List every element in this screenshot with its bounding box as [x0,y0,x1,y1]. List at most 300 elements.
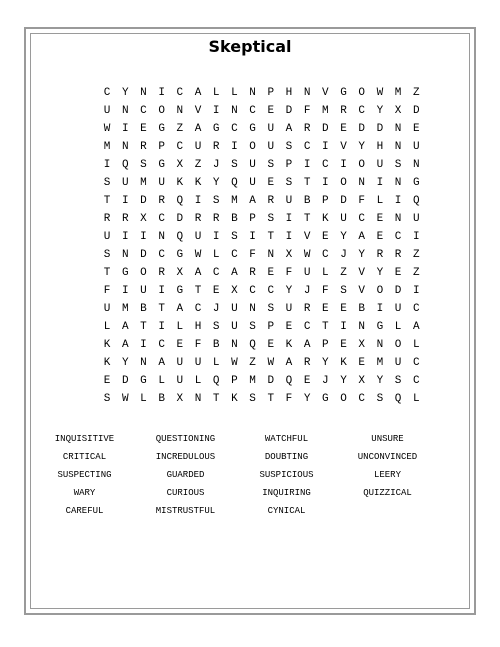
grid-letter: F [103,285,111,297]
grid-letter: L [322,267,329,279]
grid-letter: J [322,375,329,387]
grid-letter: Y [376,375,384,387]
grid-letter: A [194,267,202,279]
grid-letter: E [394,267,402,279]
grid-letter: T [267,231,275,243]
grid-letter: C [158,339,165,351]
grid-letter: F [285,267,293,279]
grid-letter: P [231,375,238,387]
grid-letter: T [322,321,329,333]
grid-letter: I [322,177,329,189]
grid-letter: E [340,123,347,135]
grid-letter: U [267,141,275,153]
grid-letter: P [158,141,165,153]
grid-letter: S [212,321,220,333]
grid-letter: Y [212,177,220,189]
grid-letter: X [285,249,293,261]
word-list-row [34,430,438,448]
grid-letter: W [194,249,202,261]
grid-letter: I [212,231,220,243]
grid-letter: P [267,321,275,333]
grid-letter: I [394,195,402,207]
grid-row [98,354,425,372]
grid-letter: S [231,231,238,243]
grid-letter: U [267,123,275,135]
grid-letter: B [358,303,366,315]
grid-letter: U [103,231,111,243]
grid-letter: R [394,249,402,261]
grid-letter: S [394,375,402,387]
grid-letter: U [394,303,402,315]
grid-letter: E [267,267,275,279]
grid-letter: I [376,303,384,315]
grid-letter: R [267,195,275,207]
grid-letter: U [140,285,147,297]
word-list-item: SUSPECTING [57,470,112,480]
grid-letter: T [194,285,202,297]
grid-letter: K [103,357,111,369]
grid-letter: D [340,195,347,207]
grid-letter: G [176,285,184,297]
grid-letter: J [212,159,220,171]
grid-letter: X [140,213,147,225]
grid-letter: I [121,123,129,135]
grid-letter: T [158,303,165,315]
grid-letter: Y [303,393,311,405]
grid-letter: O [376,285,384,297]
grid-letter: S [340,285,347,297]
grid-letter: R [212,213,220,225]
grid-letter: Z [412,267,420,279]
grid-letter: E [176,339,184,351]
grid-letter: I [194,195,202,207]
grid-letter: X [358,339,366,351]
grid-letter: I [303,159,311,171]
grid-letter: U [303,267,311,279]
grid-letter: C [103,87,111,99]
grid-letter: Y [322,357,329,369]
grid-letter: C [158,213,165,225]
grid-letter: C [358,393,366,405]
grid-letter: N [231,339,238,351]
grid-letter: C [322,249,329,261]
grid-letter: E [322,303,329,315]
grid-letter: E [303,375,311,387]
grid-row [98,336,425,354]
grid-letter: Y [376,105,384,117]
grid-letter: G [176,249,184,261]
grid-letter: A [412,321,420,333]
grid-letter: C [176,141,184,153]
letter-grid [98,84,425,408]
grid-letter: P [249,213,256,225]
grid-letter: S [103,249,111,261]
grid-letter: I [231,141,238,153]
grid-letter: I [121,195,129,207]
grid-letter: D [140,249,147,261]
grid-letter: U [103,105,111,117]
grid-letter: I [285,213,293,225]
grid-letter: H [194,321,202,333]
grid-letter: N [394,123,402,135]
grid-letter: S [249,321,256,333]
grid-letter: D [140,195,147,207]
grid-letter: M [121,303,129,315]
grid-letter: G [212,123,220,135]
grid-row [98,300,425,318]
grid-letter: R [212,141,220,153]
grid-letter: L [140,393,147,405]
grid-letter: P [285,159,293,171]
grid-letter: O [394,339,402,351]
grid-letter: F [322,285,329,297]
grid-letter: Q [231,177,238,189]
grid-letter: I [322,141,329,153]
grid-letter: U [376,159,384,171]
grid-row [98,390,425,408]
grid-letter: F [194,339,202,351]
grid-letter: N [249,303,256,315]
grid-letter: R [158,267,165,279]
grid-letter: E [340,339,347,351]
grid-letter: Y [121,87,129,99]
grid-letter: C [249,285,256,297]
grid-letter: D [376,123,384,135]
grid-letter: N [121,249,129,261]
grid-letter: U [176,375,184,387]
grid-letter: C [412,303,420,315]
grid-letter: W [103,123,111,135]
grid-letter: R [376,249,384,261]
grid-letter: G [158,159,165,171]
grid-letter: N [140,87,147,99]
grid-letter: N [140,357,147,369]
word-list-item: INCREDULOUS [155,452,216,462]
word-list-row [34,466,438,484]
grid-letter: I [249,231,256,243]
grid-letter: V [340,141,347,153]
word-list-item: MISTRUSTFUL [155,506,216,516]
grid-row [98,318,425,336]
word-list-row [34,448,438,466]
grid-letter: H [376,141,384,153]
grid-letter: M [322,105,329,117]
grid-letter: L [158,375,165,387]
grid-letter: X [176,393,184,405]
grid-letter: I [412,285,420,297]
grid-letter: Q [121,159,129,171]
grid-letter: G [140,375,147,387]
grid-letter: K [176,177,184,189]
grid-row [98,210,425,228]
grid-letter: N [394,213,402,225]
grid-letter: E [376,213,384,225]
grid-letter: K [340,357,347,369]
grid-letter: C [412,357,420,369]
word-list-item: WATCHFUL [264,434,309,444]
grid-letter: Z [412,249,420,261]
grid-letter: T [303,213,311,225]
grid-letter: L [412,339,420,351]
grid-letter: N [176,105,184,117]
grid-letter: O [140,267,147,279]
word-list-item: WARY [73,488,96,498]
grid-letter: A [303,339,311,351]
grid-letter: A [194,123,202,135]
grid-letter: S [140,159,147,171]
grid-letter: I [158,87,165,99]
grid-letter: X [394,105,402,117]
grid-letter: I [158,321,165,333]
grid-letter: C [358,213,366,225]
grid-letter: I [212,105,220,117]
grid-letter: K [322,213,329,225]
grid-letter: S [267,303,275,315]
grid-letter: N [249,87,256,99]
grid-letter: I [376,177,384,189]
grid-letter: I [140,339,147,351]
grid-letter: N [412,159,420,171]
grid-letter: I [121,285,129,297]
grid-letter: G [340,87,347,99]
word-list-item: QUESTIONING [155,434,216,444]
grid-letter: Q [412,195,420,207]
grid-letter: N [303,87,311,99]
grid-letter: W [376,87,384,99]
word-list-item: LEERY [373,470,401,480]
grid-letter: K [194,177,202,189]
grid-letter: U [176,357,184,369]
grid-row [98,156,425,174]
grid-letter: R [103,213,111,225]
grid-letter: L [176,321,184,333]
grid-letter: T [140,321,147,333]
grid-row [98,120,425,138]
grid-letter: S [212,195,220,207]
word-list-item: UNSURE [371,434,404,444]
word-list [34,430,438,520]
grid-letter: C [231,123,238,135]
grid-letter: N [394,141,402,153]
grid-letter: A [285,123,293,135]
grid-letter: S [376,393,384,405]
grid-letter: G [158,123,165,135]
grid-letter: W [231,357,238,369]
grid-letter: L [412,393,420,405]
grid-letter: J [212,303,220,315]
grid-letter: E [376,231,384,243]
grid-letter: A [249,195,256,207]
grid-letter: Y [340,231,347,243]
grid-letter: D [267,375,275,387]
grid-letter: S [267,213,275,225]
grid-letter: G [376,321,384,333]
grid-letter: Q [394,393,402,405]
grid-letter: S [103,177,111,189]
grid-letter: G [121,267,129,279]
grid-letter: C [394,231,402,243]
grid-letter: S [285,177,293,189]
grid-letter: E [267,105,275,117]
grid-letter: J [340,249,347,261]
grid-letter: J [303,285,311,297]
grid-letter: U [231,321,238,333]
grid-letter: Q [176,195,184,207]
grid-letter: U [249,159,256,171]
puzzle-title: Skeptical [208,37,292,56]
grid-letter: Q [176,231,184,243]
grid-letter: N [121,105,129,117]
grid-letter: I [158,285,165,297]
grid-letter: S [267,159,275,171]
grid-letter: C [140,105,147,117]
grid-letter: T [103,195,111,207]
grid-letter: A [231,267,238,279]
grid-letter: S [103,393,111,405]
grid-letter: C [231,249,238,261]
grid-letter: L [194,375,202,387]
grid-letter: U [194,231,202,243]
grid-letter: C [158,249,165,261]
grid-row [98,84,425,102]
grid-letter: O [158,105,165,117]
grid-letter: E [103,375,111,387]
grid-letter: E [212,285,220,297]
grid-letter: V [358,285,366,297]
grid-letter: B [212,339,220,351]
grid-row [98,192,425,210]
grid-letter: N [376,339,384,351]
grid-letter: M [103,141,111,153]
grid-letter: L [212,87,220,99]
grid-letter: Z [249,357,256,369]
grid-letter: N [358,321,366,333]
grid-letter: R [121,213,129,225]
word-list-row [34,484,438,502]
grid-letter: L [212,249,220,261]
grid-letter: P [267,87,275,99]
grid-letter: Y [358,249,366,261]
grid-letter: X [176,159,184,171]
grid-letter: A [194,87,202,99]
grid-row [98,174,425,192]
word-list-item: CURIOUS [166,488,205,498]
grid-letter: M [231,195,238,207]
grid-letter: S [394,159,402,171]
word-list-item: SUSPICIOUS [259,470,314,480]
word-list-item: GUARDED [166,470,205,480]
grid-letter: U [249,177,256,189]
grid-letter: T [303,177,311,189]
grid-letter: W [267,357,275,369]
grid-letter: N [121,141,129,153]
grid-letter: Q [249,339,256,351]
grid-letter: F [285,393,293,405]
grid-letter: E [140,123,147,135]
grid-letter: R [303,123,311,135]
grid-letter: M [249,375,256,387]
word-list-item: CRITICAL [62,452,107,462]
grid-letter: C [249,105,256,117]
grid-letter: O [358,87,366,99]
grid-letter: Z [340,267,347,279]
word-list-item: CAREFUL [65,506,104,516]
grid-letter: F [358,195,366,207]
grid-letter: C [176,87,184,99]
grid-letter: X [231,285,238,297]
grid-letter: N [358,177,366,189]
word-list-item: CYNICAL [267,506,306,516]
word-list-item: DOUBTING [264,452,309,462]
grid-letter: E [322,231,329,243]
grid-letter: D [176,213,184,225]
grid-letter: I [412,231,420,243]
grid-letter: D [121,375,129,387]
grid-letter: G [412,177,420,189]
word-list-item: QUIZZICAL [363,488,412,498]
grid-letter: L [103,321,111,333]
grid-letter: V [358,267,366,279]
grid-letter: W [303,249,311,261]
grid-letter: W [121,393,129,405]
grid-letter: Z [176,123,184,135]
grid-letter: A [158,357,165,369]
grid-letter: U [394,357,402,369]
grid-letter: U [412,141,420,153]
grid-letter: G [249,123,256,135]
grid-letter: G [322,393,329,405]
grid-letter: A [121,339,129,351]
grid-letter: I [140,231,147,243]
grid-letter: K [285,339,293,351]
grid-row [98,138,425,156]
grid-letter: Z [194,159,202,171]
grid-letter: T [212,393,220,405]
grid-letter: S [249,393,256,405]
word-list-row [34,502,438,520]
grid-letter: V [303,231,311,243]
grid-letter: F [249,249,256,261]
grid-letter: N [231,105,238,117]
grid-letter: B [158,393,165,405]
grid-letter: Y [285,285,293,297]
grid-row [98,264,425,282]
grid-letter: U [285,195,293,207]
grid-letter: E [267,339,275,351]
grid-letter: M [376,357,384,369]
grid-letter: K [231,393,238,405]
grid-letter: C [303,141,311,153]
grid-letter: C [212,267,220,279]
grid-letter: U [103,303,111,315]
word-list-item: INQUISITIVE [54,434,115,444]
grid-row [98,282,425,300]
grid-letter: R [303,357,311,369]
grid-letter: D [412,105,420,117]
grid-letter: S [231,159,238,171]
grid-letter: C [194,303,202,315]
grid-letter: Y [376,267,384,279]
grid-letter: I [285,231,293,243]
grid-letter: O [249,141,256,153]
grid-letter: C [267,285,275,297]
grid-letter: E [267,177,275,189]
grid-letter: M [394,87,402,99]
grid-letter: T [103,267,111,279]
grid-letter: R [303,303,311,315]
grid-letter: D [394,285,402,297]
grid-letter: E [412,123,420,135]
